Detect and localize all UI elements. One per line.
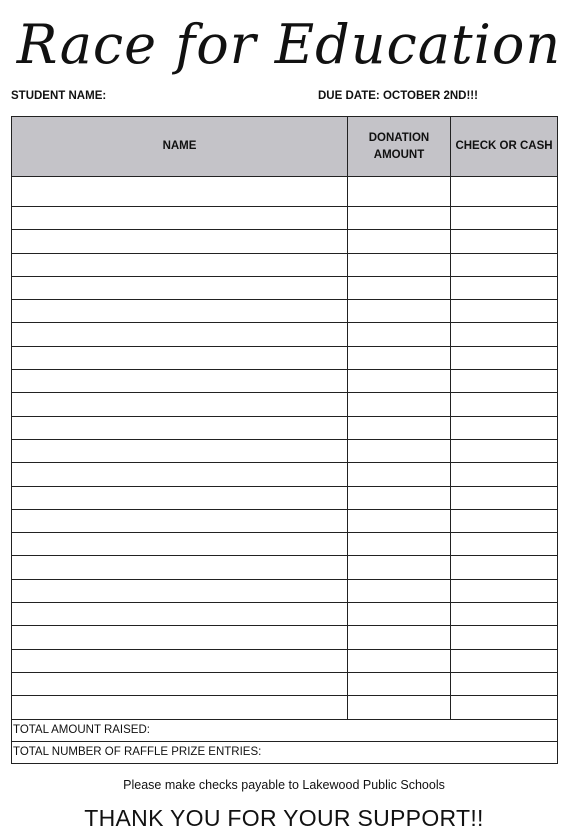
check-or-cash-cell[interactable] [451,230,558,253]
table-row [12,253,558,276]
check-or-cash-cell[interactable] [451,370,558,393]
table-row [12,579,558,602]
check-or-cash-cell[interactable] [451,486,558,509]
name-cell[interactable] [12,439,348,462]
check-or-cash-cell[interactable] [451,416,558,439]
table-row [12,439,558,462]
page-title: Race for Education [16,13,562,76]
check-or-cash-cell[interactable] [451,439,558,462]
table-body [12,177,558,720]
name-cell[interactable] [12,696,348,719]
name-cell[interactable] [12,230,348,253]
student-name-label: STUDENT NAME: [11,90,107,102]
donation-amount-cell[interactable] [348,463,451,486]
donation-amount-cell[interactable] [348,486,451,509]
donation-amount-cell[interactable] [348,579,451,602]
total-raffle-row [12,741,558,763]
table-row [12,416,558,439]
check-or-cash-cell[interactable] [451,323,558,346]
donation-amount-cell[interactable] [348,346,451,369]
check-or-cash-cell[interactable] [451,346,558,369]
name-cell[interactable] [12,533,348,556]
column-header-name: NAME [12,117,348,177]
column-header-donation-amount-text: DONATION AMOUNT [368,131,430,161]
donation-amount-cell[interactable] [348,603,451,626]
table-row [12,370,558,393]
name-cell[interactable] [12,626,348,649]
column-header-donation-amount [348,117,451,177]
table-row [12,672,558,695]
check-or-cash-cell[interactable] [451,603,558,626]
name-cell[interactable] [12,346,348,369]
donation-amount-cell[interactable] [348,509,451,532]
donation-amount-cell[interactable] [348,323,451,346]
check-or-cash-cell[interactable] [451,300,558,323]
check-or-cash-cell[interactable] [451,579,558,602]
check-or-cash-cell[interactable] [451,177,558,207]
table-row [12,393,558,416]
check-or-cash-cell[interactable] [451,509,558,532]
due-date-label: DUE DATE: OCTOBER 2ND!!! [318,90,478,102]
donation-amount-cell[interactable] [348,370,451,393]
name-cell[interactable] [12,323,348,346]
name-cell[interactable] [12,509,348,532]
donation-amount-cell[interactable] [348,230,451,253]
name-cell[interactable] [12,486,348,509]
table-row [12,177,558,207]
check-or-cash-cell[interactable] [451,649,558,672]
name-cell[interactable] [12,463,348,486]
check-or-cash-cell[interactable] [451,393,558,416]
table-row [12,696,558,719]
name-cell[interactable] [12,556,348,579]
check-or-cash-cell[interactable] [451,533,558,556]
table-row [12,486,558,509]
name-cell[interactable] [12,393,348,416]
table-row [12,276,558,299]
name-cell[interactable] [12,207,348,230]
check-or-cash-cell[interactable] [451,626,558,649]
table-row [12,626,558,649]
donation-amount-cell[interactable] [348,696,451,719]
check-or-cash-cell[interactable] [451,207,558,230]
name-cell[interactable] [12,370,348,393]
table-row [12,509,558,532]
check-or-cash-cell[interactable] [451,463,558,486]
name-cell[interactable] [12,300,348,323]
name-cell[interactable] [12,603,348,626]
table-row [12,207,558,230]
donation-amount-cell[interactable] [348,672,451,695]
name-cell[interactable] [12,579,348,602]
check-or-cash-cell[interactable] [451,556,558,579]
name-cell[interactable] [12,649,348,672]
donation-amount-cell[interactable] [348,300,451,323]
table-row [12,463,558,486]
check-or-cash-cell[interactable] [451,672,558,695]
donation-amount-cell[interactable] [348,533,451,556]
thank-you-message: THANK YOU FOR YOUR SUPPORT!! [84,805,484,831]
table-row [12,649,558,672]
name-cell[interactable] [12,276,348,299]
total-amount-label: TOTAL AMOUNT RAISED: [12,719,558,741]
donation-amount-cell[interactable] [348,556,451,579]
donation-amount-cell[interactable] [348,177,451,207]
donation-table [11,116,558,764]
check-or-cash-cell[interactable] [451,253,558,276]
donation-amount-cell[interactable] [348,276,451,299]
name-cell[interactable] [12,672,348,695]
table-header-row [12,117,558,177]
check-or-cash-cell[interactable] [451,696,558,719]
total-amount-row [12,719,558,741]
donation-amount-cell[interactable] [348,253,451,276]
donation-amount-cell[interactable] [348,626,451,649]
column-header-check-or-cash: CHECK OR CASH [451,117,558,177]
table-row [12,603,558,626]
donation-amount-cell[interactable] [348,393,451,416]
table-row [12,556,558,579]
donation-amount-cell[interactable] [348,207,451,230]
name-cell[interactable] [12,253,348,276]
donation-amount-cell[interactable] [348,649,451,672]
table-row [12,323,558,346]
table-row [12,346,558,369]
name-cell[interactable] [12,416,348,439]
table-row [12,230,558,253]
donation-amount-cell[interactable] [348,416,451,439]
check-or-cash-cell[interactable] [451,276,558,299]
total-raffle-label: TOTAL NUMBER OF RAFFLE PRIZE ENTRIES: [12,741,558,763]
payment-note: Please make checks payable to Lakewood Public Schools [123,778,445,792]
table-row [12,533,558,556]
table-row [12,300,558,323]
name-cell[interactable] [12,177,348,207]
donation-amount-cell[interactable] [348,439,451,462]
